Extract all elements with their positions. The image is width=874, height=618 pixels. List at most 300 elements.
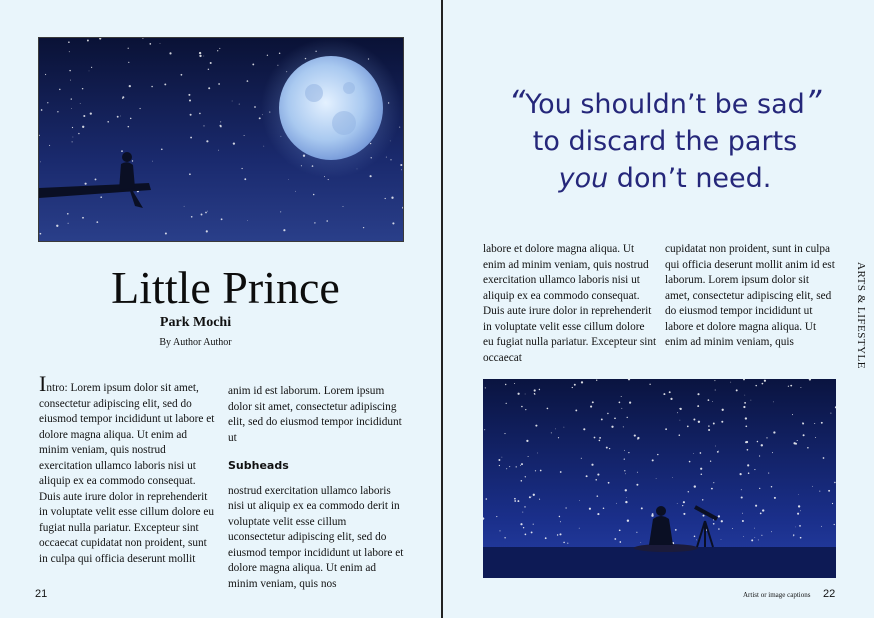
star <box>164 83 166 85</box>
star <box>624 458 625 459</box>
star <box>128 126 130 128</box>
star <box>599 437 601 439</box>
star <box>579 500 580 501</box>
star <box>57 111 58 112</box>
star <box>640 542 641 543</box>
article-title: Little Prince <box>111 262 340 313</box>
star <box>203 56 204 57</box>
star <box>574 384 576 386</box>
star <box>736 389 738 391</box>
star <box>534 394 535 395</box>
star <box>656 478 657 479</box>
star <box>169 52 171 54</box>
star <box>82 126 84 128</box>
star <box>682 505 683 506</box>
star <box>504 537 505 538</box>
star <box>694 536 696 538</box>
star <box>710 461 711 462</box>
star <box>241 168 242 169</box>
right-column-1: labore et dolore magna aliqua. Ut enim ad minim veniam, quis nostrud exercitation ullamco laboris nisi ut aliquip ex ea commodo consequat. Duis aute irure dolor in reprehenderit in voluptate velit esse cillum dolore eu fugiat nulla pariatur. Excepteur sint occaecat <box>483 243 657 364</box>
star <box>73 137 74 138</box>
star <box>742 513 743 514</box>
quote-line-1 <box>485 84 845 123</box>
star <box>697 405 699 407</box>
star <box>797 440 798 441</box>
quote-line-3-text: don’t need. <box>608 163 772 194</box>
column-2-top-text: anim id est laborum. Lorem ipsum dolor sit amet, consectetur adipiscing elit, sed do eiusmod tempor incididunt ut <box>228 385 402 444</box>
star <box>581 381 583 383</box>
star <box>713 482 714 483</box>
star <box>621 396 622 397</box>
star <box>83 115 85 117</box>
star <box>762 509 764 511</box>
star <box>601 418 603 420</box>
star <box>828 490 830 492</box>
star <box>634 435 636 437</box>
section-label-text: ARTS & LIFESTYLE <box>855 262 867 369</box>
star <box>557 534 558 535</box>
star <box>343 206 344 207</box>
body-column-2 <box>228 384 406 592</box>
star <box>67 213 69 215</box>
star <box>130 118 132 120</box>
star <box>71 98 72 99</box>
star <box>545 537 547 539</box>
star <box>745 425 747 427</box>
star <box>218 83 220 85</box>
star <box>744 402 746 404</box>
star <box>606 447 608 449</box>
star <box>525 394 526 395</box>
star <box>803 434 805 436</box>
star <box>499 465 500 466</box>
star <box>672 477 673 478</box>
star <box>721 539 722 540</box>
star <box>680 408 682 410</box>
star <box>502 457 503 458</box>
star <box>207 211 208 212</box>
section-label <box>855 262 869 372</box>
star <box>190 114 192 116</box>
star <box>616 503 617 504</box>
star <box>759 455 760 456</box>
star <box>41 109 43 111</box>
star <box>815 437 816 438</box>
star <box>313 194 315 196</box>
star <box>732 528 733 529</box>
star <box>521 480 523 482</box>
star <box>771 486 772 487</box>
star <box>743 536 744 537</box>
star <box>531 496 532 497</box>
star <box>547 408 549 410</box>
star <box>521 406 523 408</box>
quote-line-3 <box>485 160 845 197</box>
star <box>793 442 795 444</box>
star <box>619 541 621 543</box>
star <box>800 387 801 388</box>
star <box>534 389 536 391</box>
star <box>563 542 565 544</box>
star <box>607 413 608 414</box>
star <box>326 220 328 222</box>
star <box>160 43 161 44</box>
star <box>819 491 820 492</box>
star <box>149 43 151 45</box>
star <box>637 472 638 473</box>
star <box>703 515 705 517</box>
star <box>830 413 831 414</box>
star <box>636 484 638 486</box>
star <box>751 400 752 401</box>
star <box>717 451 719 453</box>
star <box>283 229 285 231</box>
star <box>812 486 813 487</box>
star <box>107 121 109 123</box>
star <box>152 161 153 162</box>
star <box>259 117 261 119</box>
star <box>181 74 183 76</box>
star <box>591 464 593 466</box>
star <box>69 70 70 71</box>
star <box>800 510 801 511</box>
star <box>288 179 289 180</box>
star <box>698 421 700 423</box>
star <box>165 232 167 234</box>
star <box>683 501 685 503</box>
star <box>693 418 695 420</box>
star <box>559 533 561 535</box>
star <box>747 464 749 466</box>
star <box>233 142 235 144</box>
star <box>533 524 534 525</box>
star <box>619 402 621 404</box>
star <box>68 41 70 43</box>
star <box>741 489 742 490</box>
star <box>670 398 672 400</box>
star <box>760 513 762 515</box>
star <box>793 536 794 537</box>
star <box>535 470 536 471</box>
star <box>567 543 568 544</box>
star <box>68 223 69 224</box>
star <box>790 385 792 387</box>
star <box>129 85 131 87</box>
star <box>217 50 218 51</box>
star <box>802 422 804 424</box>
star <box>713 523 715 525</box>
star <box>205 212 207 214</box>
star <box>514 498 516 500</box>
star <box>529 496 531 498</box>
star <box>201 214 203 216</box>
star <box>773 431 775 433</box>
star <box>768 473 769 474</box>
star <box>247 80 249 82</box>
article-byline: By Author Author <box>159 337 232 348</box>
star <box>743 406 745 408</box>
star <box>551 432 552 433</box>
star <box>623 426 624 427</box>
star <box>708 429 710 431</box>
star <box>399 127 400 128</box>
star <box>755 385 756 386</box>
star <box>263 146 264 147</box>
star <box>696 540 697 541</box>
star <box>72 141 73 142</box>
star <box>651 515 653 517</box>
star <box>526 440 528 442</box>
star <box>758 539 759 540</box>
star <box>603 508 605 510</box>
star <box>517 500 519 502</box>
star <box>505 384 506 385</box>
star <box>677 412 678 413</box>
star <box>597 513 599 515</box>
star <box>140 108 141 109</box>
star <box>814 423 815 424</box>
star <box>772 452 773 453</box>
star <box>520 465 521 466</box>
star <box>624 450 625 451</box>
quote-line-1-text: You shouldn’t be sad <box>525 89 805 120</box>
star <box>70 80 71 81</box>
column-2-bottom-text: nostrud exercitation ullamco laboris nisi ut aliquip ex ea commodo derit in voluptate velit esse cillum uconsectetur adipiscing elit, sed do eiusmod tempor incididunt ut labore et dolore magna aliqua. Ut enim ad minim veniam, quis nos <box>228 484 404 590</box>
star <box>759 488 760 489</box>
star <box>583 428 585 430</box>
star <box>220 121 221 122</box>
star <box>252 63 254 65</box>
star <box>560 521 561 522</box>
star <box>189 173 191 175</box>
star <box>314 222 315 223</box>
star <box>741 496 743 498</box>
star <box>627 520 629 522</box>
star <box>624 470 625 471</box>
star <box>679 408 680 409</box>
star <box>718 515 720 517</box>
star <box>572 387 573 388</box>
star <box>625 473 626 474</box>
star <box>72 127 73 128</box>
star <box>504 433 505 434</box>
star <box>184 206 185 207</box>
star <box>677 503 678 504</box>
star <box>539 499 540 500</box>
star <box>206 140 208 142</box>
star <box>128 48 129 49</box>
star <box>773 402 774 403</box>
drop-cap: I <box>39 371 47 396</box>
star <box>117 116 119 118</box>
star <box>391 197 393 199</box>
star <box>402 207 404 209</box>
star <box>555 429 556 430</box>
star <box>713 423 715 425</box>
star <box>701 473 703 475</box>
star <box>247 220 248 221</box>
star <box>132 160 133 161</box>
star <box>267 55 268 56</box>
star <box>122 98 123 99</box>
star <box>509 466 510 467</box>
star <box>514 500 516 502</box>
star <box>239 104 240 105</box>
star <box>523 527 524 528</box>
moon-photo <box>38 37 404 242</box>
star <box>279 53 281 55</box>
star <box>385 198 386 199</box>
star <box>522 512 523 513</box>
star <box>721 520 723 522</box>
star <box>714 380 715 381</box>
star <box>295 191 296 192</box>
star <box>799 525 801 527</box>
star <box>688 491 689 492</box>
star <box>499 530 500 531</box>
star <box>401 169 402 170</box>
star <box>190 137 192 139</box>
star <box>498 459 500 461</box>
star <box>525 534 527 536</box>
star <box>722 409 724 411</box>
star <box>208 87 210 89</box>
star <box>821 526 822 527</box>
right-column-2: cupidatat non proident, sunt in culpa qui officia deserunt mollit anim id est laborum. Lorem ipsum dolor sit amet, consectetur adipiscing elit, sed do eiusmod tempor incididunt ut labore et dolore magna aliqua. Ut enim ad minim veniam, quis <box>665 243 835 348</box>
star <box>761 444 763 446</box>
star <box>254 106 256 108</box>
star <box>203 125 204 126</box>
star <box>764 380 766 382</box>
star <box>625 489 627 491</box>
star <box>689 461 691 463</box>
star <box>45 74 46 75</box>
star <box>535 425 537 427</box>
star <box>614 417 616 419</box>
star <box>590 406 592 408</box>
star <box>531 531 533 533</box>
star <box>95 178 97 180</box>
star <box>506 403 507 404</box>
star <box>59 89 61 91</box>
star <box>400 164 402 166</box>
pull-quote <box>485 84 845 197</box>
star <box>797 513 799 515</box>
right-page <box>443 0 874 618</box>
star <box>675 529 677 531</box>
star <box>78 133 79 134</box>
star <box>521 463 523 465</box>
star <box>232 101 233 102</box>
star <box>392 222 394 224</box>
star <box>745 417 747 419</box>
star <box>69 51 70 52</box>
star <box>219 48 220 49</box>
star <box>771 531 772 532</box>
star <box>680 420 681 421</box>
star <box>792 414 793 415</box>
star <box>821 422 823 424</box>
star <box>834 482 835 483</box>
star <box>595 479 597 481</box>
star <box>697 393 699 395</box>
star <box>751 539 753 541</box>
star <box>390 159 391 160</box>
star <box>798 494 799 495</box>
image-caption: Artist or image captions <box>743 591 811 599</box>
star <box>514 383 515 384</box>
star <box>218 150 219 151</box>
star <box>40 233 42 235</box>
star <box>56 225 58 227</box>
star <box>665 428 667 430</box>
star <box>700 452 702 454</box>
star <box>611 426 613 428</box>
star <box>708 425 709 426</box>
star <box>220 126 222 128</box>
star <box>597 495 599 497</box>
star <box>80 103 81 104</box>
star <box>800 537 802 539</box>
star <box>637 438 639 440</box>
star <box>386 157 387 158</box>
star <box>525 476 526 477</box>
star <box>712 401 713 402</box>
star <box>128 62 129 63</box>
star <box>151 86 153 88</box>
star <box>807 447 809 449</box>
star <box>586 475 588 477</box>
star <box>87 40 89 42</box>
star <box>370 175 372 177</box>
star <box>206 230 208 232</box>
star <box>525 409 526 410</box>
star <box>528 456 529 457</box>
star <box>693 453 694 454</box>
star <box>558 437 559 438</box>
star <box>592 401 594 403</box>
star <box>700 468 702 470</box>
star <box>581 458 582 459</box>
star <box>540 470 542 472</box>
star <box>599 440 601 442</box>
star <box>96 221 98 223</box>
star <box>629 402 631 404</box>
star <box>711 488 713 490</box>
article-subtitle: Park Mochi <box>159 315 232 330</box>
star <box>721 421 723 423</box>
star <box>537 453 538 454</box>
star <box>754 469 755 470</box>
page-number-left: 21 <box>35 588 48 600</box>
star <box>575 409 577 411</box>
star <box>516 466 517 467</box>
star <box>641 507 643 509</box>
star <box>199 52 201 54</box>
star <box>747 449 749 451</box>
star <box>619 529 621 531</box>
star <box>40 162 41 163</box>
star <box>191 216 193 218</box>
star <box>746 441 748 443</box>
star <box>244 135 245 136</box>
star <box>628 452 629 453</box>
star <box>636 532 637 533</box>
star <box>793 534 794 535</box>
star <box>90 112 92 114</box>
star <box>565 507 566 508</box>
star <box>823 457 825 459</box>
